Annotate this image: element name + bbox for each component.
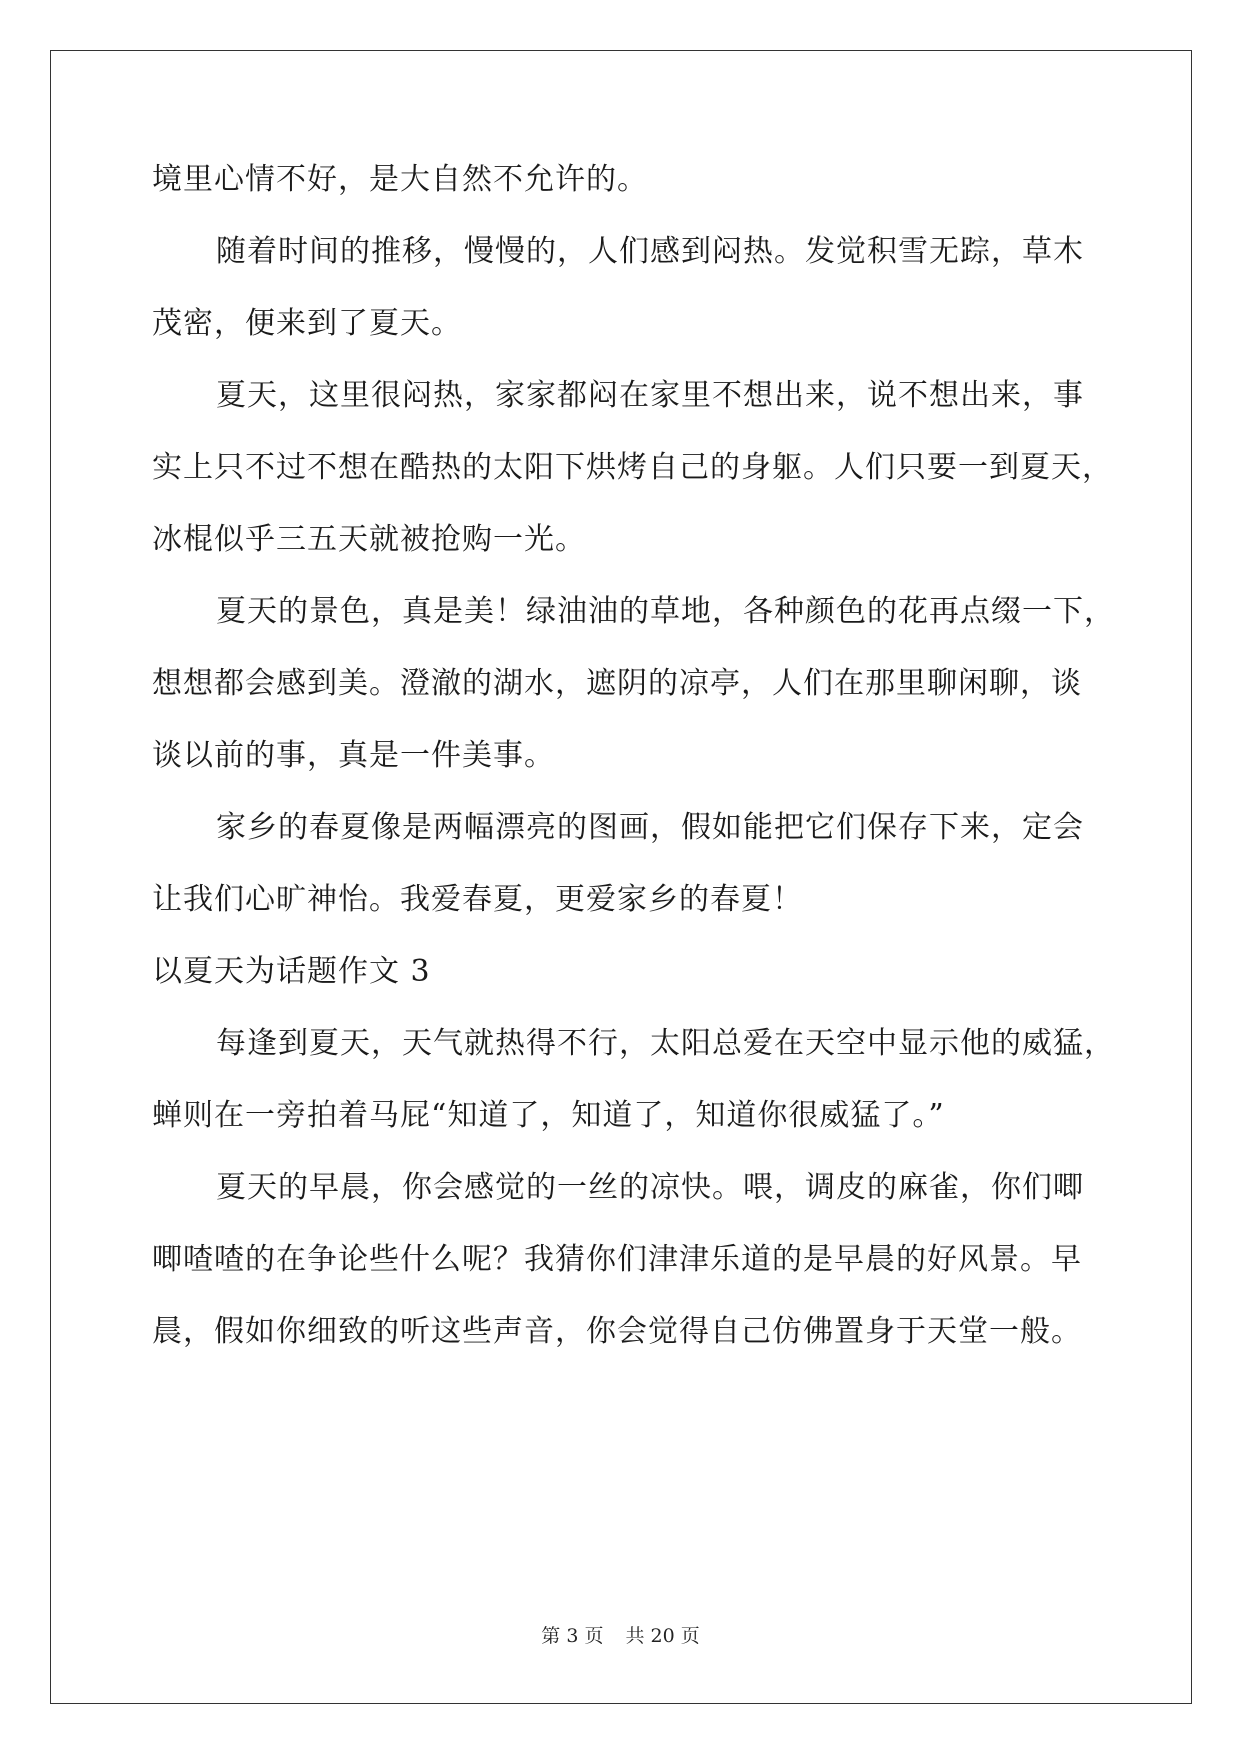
text-line: 让我们心旷神怡。我爱春夏，更爱家乡的春夏！ bbox=[152, 882, 803, 917]
section-heading: 以夏天为话题作文 3 bbox=[152, 954, 431, 989]
text-line: 冰棍似乎三五天就被抢购一光。 bbox=[152, 522, 586, 557]
text-line: 谈以前的事，真是一件美事。 bbox=[152, 738, 555, 773]
text-line: 夏天，这里很闷热，家家都闷在家里不想出来，说不想出来，事 bbox=[216, 378, 1084, 413]
text-line: 蝉则在一旁拍着马屁“知道了，知道了，知道你很威猛了。” bbox=[152, 1098, 945, 1133]
text-line: 每逢到夏天，天气就热得不行，太阳总爱在天空中显示他的威猛， bbox=[216, 1026, 1115, 1061]
text-line: 想想都会感到美。澄澈的湖水，遮阴的凉亭，人们在那里聊闲聊，谈 bbox=[152, 666, 1082, 701]
text-line: 夏天的早晨，你会感觉的一丝的凉快。喂，调皮的麻雀，你们唧 bbox=[216, 1170, 1084, 1205]
text-line: 晨，假如你细致的听这些声音，你会觉得自己仿佛置身于天堂一般。 bbox=[152, 1314, 1082, 1349]
page-border bbox=[50, 50, 1192, 1704]
page-total: 共 20 页 bbox=[625, 1625, 700, 1647]
page-footer bbox=[0, 1624, 1241, 1648]
text-line: 茂密，便来到了夏天。 bbox=[152, 306, 462, 341]
text-line: 境里心情不好，是大自然不允许的。 bbox=[152, 162, 648, 197]
text-line: 随着时间的推移，慢慢的，人们感到闷热。发觉积雪无踪，草木 bbox=[216, 234, 1084, 269]
text-line: 实上只不过不想在酷热的太阳下烘烤自己的身躯。人们只要一到夏天， bbox=[152, 450, 1113, 485]
text-line: 夏天的景色，真是美！绿油油的草地，各种颜色的花再点缀一下， bbox=[216, 594, 1115, 629]
page-number: 第 3 页 bbox=[541, 1625, 604, 1647]
text-line: 唧喳喳的在争论些什么呢？我猜你们津津乐道的是早晨的好风景。早 bbox=[152, 1242, 1082, 1277]
text-line: 家乡的春夏像是两幅漂亮的图画，假如能把它们保存下来，定会 bbox=[216, 810, 1084, 845]
